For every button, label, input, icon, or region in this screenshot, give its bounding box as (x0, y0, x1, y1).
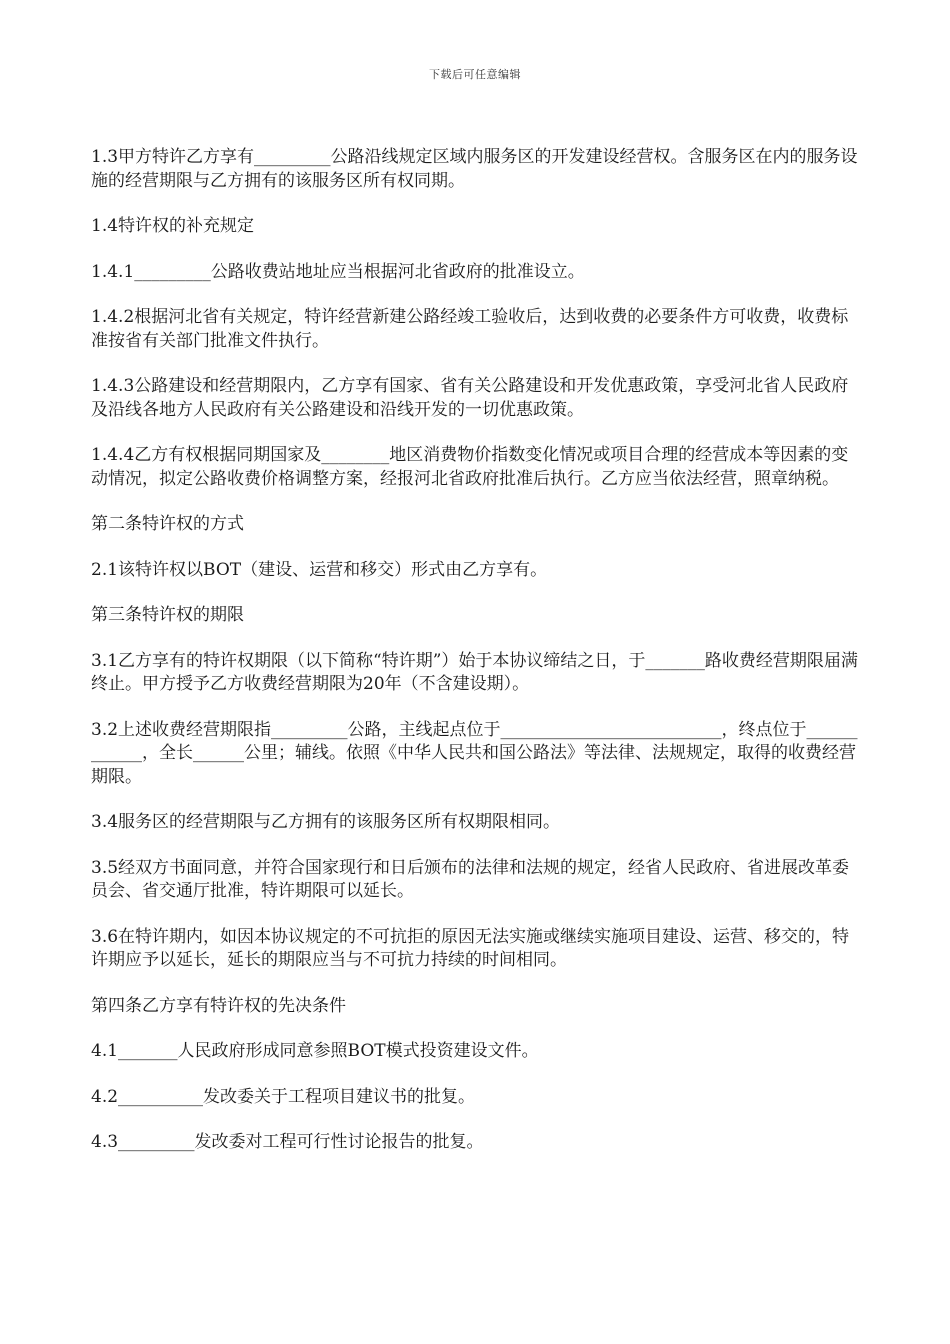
clause-4-3: 4.3_________发改委对工程可行性讨论报告的批复。 (91, 1132, 484, 1152)
clause-1-4-3: 1.4.3公路建设和经营期限内，乙方享有国家、省有关公路建设和开发优惠政策，享受河北省人民政府及沿线各地方人民政府有关公路建设和沿线开发的一切优惠政策。 (91, 376, 849, 420)
article-4-heading: 第四条乙方享有特许权的先决条件 (91, 995, 346, 1016)
clause-4-1: 4.1_______人民政府形成同意参照BOT模式投资建设文件。 (91, 1041, 539, 1061)
article-2-heading: 第二条特许权的方式 (91, 514, 244, 534)
clause-3-1: 3.1乙方享有的特许权期限（以下简称“特许期”）始于本协议缔结之日，于_______路收费经营期限届满终止。甲方授予乙方收费经营期限为20年（不含建设期）。 (91, 650, 858, 694)
clause-3-2: 3.2上述收费经营期限指_________公路，主线起点位于__________________________，终点位于____________，全长______公里；辅线。依照《中华人民共和国公路法》等法律、法规规定，取得的收费经营期限。 (91, 719, 858, 787)
clause-1-4-4: 1.4.4乙方有权根据同期国家及________地区消费物价指数变化情况或项目合理的经营成本等因素的变动情况，拟定公路收费价格调整方案，经报河北省政府批准后执行。乙方应当依法经营，照章纳税。 (91, 445, 849, 489)
document-body (91, 146, 859, 1177)
clause-2-1: 2.1该特许权以BOT（建设、运营和移交）形式由乙方享有。 (91, 559, 548, 580)
clause-1-3: 1.3甲方特许乙方享有_________公路沿线规定区域内服务区的开发建设经营权。含服务区在内的服务设施的经营期限与乙方拥有的该服务区所有权同期。 (91, 147, 858, 191)
clause-3-6: 3.6在特许期内，如因本协议规定的不可抗拒的原因无法实施或继续实施项目建设、运营、移交的，特许期应予以延长，延长的期限应当与不可抗力持续的时间相同。 (91, 926, 850, 970)
section-heading-1-4: 1.4特许权的补充规定 (91, 216, 255, 236)
article-3-heading: 第三条特许权的期限 (91, 605, 244, 625)
page-header: 下载后可任意编辑 (429, 68, 521, 81)
clause-1-4-2: 1.4.2根据河北省有关规定，特许经营新建公路经竣工验收后，达到收费的必要条件方可收费，收费标准按省有关部门批准文件执行。 (91, 307, 849, 351)
clause-4-2: 4.2__________发改委关于工程项目建议书的批复。 (91, 1086, 476, 1107)
clause-3-4: 3.4服务区的经营期限与乙方拥有的该服务区所有权期限相同。 (91, 812, 561, 832)
clause-3-5: 3.5经双方书面同意，并符合国家现行和日后颁布的法律和法规的规定，经省人民政府、省进展改革委员会、省交通厅批准，特许期限可以延长。 (91, 857, 850, 901)
clause-1-4-1: 1.4.1_________公路收费站地址应当根据河北省政府的批准设立。 (91, 261, 585, 282)
